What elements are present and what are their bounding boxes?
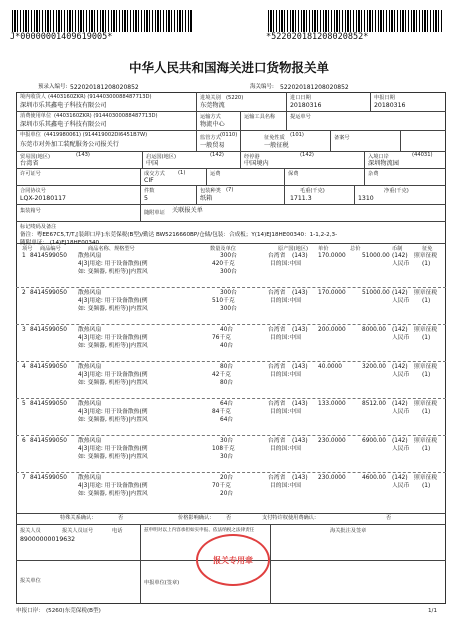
goods-cell-name: 散热风扇 <box>78 475 102 481</box>
goods-cell-q3: 300台 <box>220 269 237 275</box>
goods-cell-q2: 420千克 <box>212 261 235 267</box>
goods-cell-code: 8414599050 <box>30 253 67 259</box>
goods-cell-levy: 照章征税 <box>414 475 438 481</box>
goods-cell-levy-code: (1) <box>422 483 431 489</box>
goods-cell-levy-code: (1) <box>422 261 431 267</box>
license-label: 许可证号 <box>20 171 41 177</box>
gross-label: 毛重(千克) <box>300 188 325 194</box>
packages-label: 件数 <box>144 188 155 194</box>
goods-cell-spec2: 如: 变频器, 机柜等)|内置风 <box>78 269 148 275</box>
barcode-left <box>12 10 192 32</box>
royalty-label: 支付特许权使用费确认： <box>262 515 320 521</box>
goods-cell-q2: 70千克 <box>212 483 231 489</box>
remarks-line1: 备注：粤EE67C5,T/T,[装卸口岸]:东莞保税(B型)/勤达 BW5216660BP/仓储/包装：合成板；Y(14)EJ18HE00340：1-1,2-2,3- <box>20 232 338 238</box>
goods-cell-no: 7 <box>22 475 26 481</box>
goods-divider <box>16 398 446 399</box>
trade-country-code: (143) <box>76 152 90 158</box>
goods-cell-price: 170.0000 <box>318 253 346 259</box>
goods-divider <box>16 472 446 473</box>
goods-cell-levy: 照章征税 <box>414 253 438 259</box>
price-effect-value: 否 <box>226 515 232 521</box>
deal-code: (1) <box>178 170 186 176</box>
goods-cell-name: 散热风扇 <box>78 253 102 259</box>
declare-port-label: 申报口岸： <box>16 608 44 614</box>
goods-divider <box>16 287 446 288</box>
page-number: 1/1 <box>428 608 438 614</box>
goods-header-no: 项号 <box>22 246 33 252</box>
goods-cell-cur: 人民币 <box>392 446 410 452</box>
goods-cell-code: 8414599050 <box>30 327 67 333</box>
goods-cell-dest: 目的国:中国 <box>270 483 301 489</box>
goods-cell-cur-code: (142) <box>392 327 408 333</box>
goods-cell-spec2: 如: 变频器, 机柜等)|内置风 <box>78 306 148 312</box>
goods-cell-orig2: (143) <box>292 364 308 370</box>
goods-cell-cur: 人民币 <box>392 261 410 267</box>
goods-cell-code: 8414599050 <box>30 364 67 370</box>
goods-cell-no: 6 <box>22 438 26 444</box>
goods-cell-q3: 30台 <box>220 454 234 460</box>
goods-cell-q2: 76千克 <box>212 335 231 341</box>
goods-header-total: 总价 <box>350 246 361 252</box>
goods-cell-orig1: 台湾省 <box>268 401 286 407</box>
goods-cell-q1: 30台 <box>220 438 234 444</box>
record-label: 备案号 <box>334 135 350 141</box>
consignee-code: (4403160ZKR) (91440300088487713D) <box>48 94 152 100</box>
goods-cell-no: 5 <box>22 401 26 407</box>
remarks-line2: 随附单证： (14)EJ18HE00340 <box>20 240 100 246</box>
supervision: 一般贸易 <box>200 142 225 149</box>
levy-label: 征免性质 <box>264 135 285 141</box>
goods-cell-spec2: 如: 变频器, 机柜等)|内置风 <box>78 454 148 460</box>
deal-label: 成交方式 <box>144 171 165 177</box>
origin-country-code: (142) <box>210 152 224 158</box>
customs-no-label: 海关编号: <box>250 84 274 90</box>
consumer-name: 深圳市乐其鑫电子科技有限公司 <box>20 121 107 128</box>
import-date-label: 进口日期 <box>290 95 311 101</box>
pre-entry-label: 预录入编号: <box>38 84 68 90</box>
goods-cell-spec2: 如: 变频器, 机柜等)|内置风 <box>78 343 148 349</box>
goods-cell-price: 200.0000 <box>318 327 346 333</box>
goods-cell-name: 散热风扇 <box>78 364 102 370</box>
goods-cell-cur: 人民币 <box>392 409 410 415</box>
goods-cell-dest: 目的国:中国 <box>270 298 301 304</box>
goods-cell-q2: 84千克 <box>212 409 231 415</box>
transit-port: 中国境内 <box>244 160 269 167</box>
goods-cell-q3: 80台 <box>220 380 234 386</box>
customs-no: 522020181208020852 <box>280 84 349 91</box>
transit-port-code: (142) <box>300 152 314 158</box>
goods-cell-spec1: 4|3|用途: 用于设备散热(例 <box>78 298 148 304</box>
goods-cell-spec1: 4|3|用途: 用于设备散热(例 <box>78 372 148 378</box>
remarks-label: 标记唛码及备注 <box>20 224 57 230</box>
contract: LQX-20180117 <box>20 195 66 202</box>
goods-header-levy: 征免 <box>422 246 433 252</box>
entry-port: 深圳物流园 <box>368 160 399 167</box>
goods-cell-spec1: 4|3|用途: 用于设备散热(例 <box>78 409 148 415</box>
declare-date: 20180316 <box>374 102 406 109</box>
goods-cell-cur-code: (142) <box>392 401 408 407</box>
goods-divider <box>16 324 446 325</box>
transport-label: 运输方式 <box>200 114 221 120</box>
port-code: (5220) <box>226 95 244 101</box>
customs-stamp <box>196 534 270 586</box>
goods-cell-name: 散热风扇 <box>78 438 102 444</box>
goods-cell-total: 8512.00 <box>362 401 386 407</box>
import-date: 20180316 <box>290 102 322 109</box>
goods-cell-code: 8414599050 <box>30 401 67 407</box>
entry-port-code: (44031) <box>412 152 433 158</box>
goods-cell-spec2: 如: 变频器, 机柜等)|内置风 <box>78 491 148 497</box>
goods-cell-no: 3 <box>22 327 26 333</box>
barcode-right <box>268 10 444 32</box>
supervision-label: 监管方式 <box>200 135 221 141</box>
goods-cell-price: 170.0000 <box>318 290 346 296</box>
goods-cell-q1: 300台 <box>220 253 237 259</box>
goods-cell-q3: 40台 <box>220 343 234 349</box>
goods-cell-q1: 80台 <box>220 364 234 370</box>
goods-cell-dest: 目的国:中国 <box>270 335 301 341</box>
goods-cell-orig1: 台湾省 <box>268 290 286 296</box>
goods-cell-total: 4600.00 <box>362 475 386 481</box>
goods-cell-levy: 照章征税 <box>414 401 438 407</box>
goods-cell-cur-code: (142) <box>392 438 408 444</box>
consumer-label: 消费使用单位 <box>20 113 52 119</box>
statement: 兹申明对以上内容承担如实申报、依法纳税之法律责任 <box>144 528 255 533</box>
goods-header-origin: 原产国(地区) <box>278 246 308 252</box>
goods-cell-orig2: (143) <box>292 475 308 481</box>
goods-cell-no: 2 <box>22 290 26 296</box>
consignee-name: 深圳市乐其鑫电子科技有限公司 <box>20 102 107 109</box>
goods-cell-q1: 300台 <box>220 290 237 296</box>
goods-header-name: 商品名称、规格型号 <box>88 246 135 252</box>
goods-cell-levy-code: (1) <box>422 335 431 341</box>
goods-cell-total: 51000.00 <box>362 253 390 259</box>
gross-weight: 1711.3 <box>290 195 312 202</box>
phone-label: 电话 <box>112 528 123 534</box>
consumer-code: (4403160ZKR) (91440300088487713D) <box>54 113 158 119</box>
goods-cell-levy-code: (1) <box>422 409 431 415</box>
goods-cell-code: 8414599050 <box>30 438 67 444</box>
goods-cell-name: 散热风扇 <box>78 401 102 407</box>
price-effect-label: 价格影响确认： <box>178 515 215 521</box>
goods-cell-spec1: 4|3|用途: 用于设备散热(例 <box>78 483 148 489</box>
stamp-text: 报关专用章 <box>213 555 253 565</box>
net-weight: 1310 <box>358 195 374 202</box>
goods-cell-no: 1 <box>22 253 26 259</box>
goods-cell-orig1: 台湾省 <box>268 364 286 370</box>
goods-cell-q3: 300台 <box>220 306 237 312</box>
consignee-label: 境内收货人 <box>20 94 46 100</box>
goods-cell-cur-code: (142) <box>392 475 408 481</box>
goods-cell-total: 51000.00 <box>362 290 390 296</box>
goods-cell-cur-code: (142) <box>392 364 408 370</box>
goods-cell-orig2: (143) <box>292 401 308 407</box>
barcode-left-text: J*00000001409619005* <box>10 32 113 42</box>
container-label: 集装箱号 <box>20 208 41 214</box>
levy-code: (101) <box>290 132 304 138</box>
goods-cell-dest: 目的国:中国 <box>270 446 301 452</box>
goods-cell-cur: 人民币 <box>392 372 410 378</box>
origin-country: 中国 <box>146 160 159 167</box>
goods-cell-levy-code: (1) <box>422 446 431 452</box>
net-label: 净重(千克) <box>384 188 409 194</box>
goods-cell-cur: 人民币 <box>392 298 410 304</box>
goods-cell-orig1: 台湾省 <box>268 475 286 481</box>
goods-header-unit-price: 单价 <box>318 246 329 252</box>
goods-header-currency: 币制 <box>392 246 403 252</box>
seal-label: 申报单位(签章) <box>144 580 180 586</box>
goods-cell-q1: 20台 <box>220 475 234 481</box>
goods-cell-levy: 照章征税 <box>414 364 438 370</box>
packages: 5 <box>144 195 148 202</box>
goods-cell-name: 散热风扇 <box>78 290 102 296</box>
goods-cell-spec2: 如: 变频器, 机柜等)|内置风 <box>78 380 148 386</box>
insurance-label: 保费 <box>288 171 299 177</box>
agent-label: 申报单位 <box>20 132 41 138</box>
entry-port-label: 入境口岸 <box>368 154 389 160</box>
goods-cell-total: 6900.00 <box>362 438 386 444</box>
transport: 物流中心 <box>200 121 225 128</box>
cert-label: 报关人员证号 <box>62 528 94 534</box>
trade-country: 台湾省 <box>20 160 39 167</box>
origin-country-label: 启运国(地区) <box>146 154 176 160</box>
agent-code: (4419980061) (914419002DI6451B7W) <box>44 132 148 138</box>
special-relation-value: 否 <box>118 515 124 521</box>
goods-cell-q2: 108千克 <box>212 446 235 452</box>
goods-cell-code: 8414599050 <box>30 475 67 481</box>
pack-type: 纸箱 <box>200 195 213 202</box>
special-relation-label: 特殊关系确认： <box>60 515 97 521</box>
customs-note-label: 海关批注及签章 <box>330 528 367 534</box>
supervision-code: (0110) <box>220 132 238 138</box>
goods-cell-orig2: (143) <box>292 290 308 296</box>
goods-divider <box>16 435 446 436</box>
docs: 关联报关单 <box>172 207 203 214</box>
goods-cell-q3: 20台 <box>220 491 234 497</box>
goods-cell-total: 8000.00 <box>362 327 386 333</box>
goods-cell-cur-code: (142) <box>392 290 408 296</box>
bill-label: 提运单号 <box>290 114 311 120</box>
goods-cell-orig2: (143) <box>292 253 308 259</box>
goods-cell-name: 散热风扇 <box>78 327 102 333</box>
contract-label: 合同协议号 <box>20 188 46 194</box>
vehicle-label: 运输工具名称 <box>244 114 276 120</box>
goods-cell-price: 133.0000 <box>318 401 346 407</box>
goods-header-code: 商品编号 <box>40 246 61 252</box>
royalty-value: 否 <box>386 515 392 521</box>
declarer-label: 报关人员 <box>20 528 41 534</box>
goods-cell-cur: 人民币 <box>392 483 410 489</box>
deal: CIF <box>144 177 154 184</box>
goods-cell-no: 4 <box>22 364 26 370</box>
goods-cell-levy: 照章征税 <box>414 290 438 296</box>
agent-name: 东莞市对外加工装配服务公司报关行 <box>20 141 119 148</box>
goods-cell-orig1: 台湾省 <box>268 253 286 259</box>
transit-port-label: 经停港 <box>244 154 260 160</box>
pre-entry-no: 522020181208020852 <box>70 84 139 91</box>
page-title: 中华人民共和国海关进口货物报关单 <box>128 60 329 75</box>
port-name: 东莞物流 <box>200 102 225 109</box>
port-label: 进境关别 <box>200 95 221 101</box>
declarer-no: 89000000019632 <box>20 536 76 543</box>
agent-footer-label: 报关单位 <box>20 578 41 584</box>
goods-cell-q2: 42千克 <box>212 372 231 378</box>
goods-cell-code: 8414599050 <box>30 290 67 296</box>
goods-cell-levy-code: (1) <box>422 372 431 378</box>
goods-cell-orig1: 台湾省 <box>268 438 286 444</box>
goods-cell-q1: 64台 <box>220 401 234 407</box>
goods-cell-orig1: 台湾省 <box>268 327 286 333</box>
goods-cell-q2: 510千克 <box>212 298 235 304</box>
misc-label: 杂费 <box>368 171 379 177</box>
goods-cell-cur: 人民币 <box>392 335 410 341</box>
docs-label: 随附单证 <box>144 210 165 216</box>
goods-cell-q1: 40台 <box>220 327 234 333</box>
goods-cell-levy-code: (1) <box>422 298 431 304</box>
goods-cell-orig2: (143) <box>292 438 308 444</box>
freight-label: 运费 <box>210 171 221 177</box>
goods-cell-levy: 照章征税 <box>414 327 438 333</box>
goods-header-qty: 数量及单位 <box>210 246 236 252</box>
declare-port: (5260)东莞保税(B型) <box>46 608 101 614</box>
goods-cell-q3: 64台 <box>220 417 234 423</box>
goods-cell-price: 230.0000 <box>318 438 346 444</box>
levy-nature: 一般征税 <box>264 142 289 149</box>
goods-cell-spec1: 4|3|用途: 用于设备散热(例 <box>78 335 148 341</box>
goods-cell-spec2: 如: 变频器, 机柜等)|内置风 <box>78 417 148 423</box>
goods-cell-levy: 照章征税 <box>414 438 438 444</box>
trade-country-label: 贸易国(地区) <box>20 154 50 160</box>
goods-cell-dest: 目的国:中国 <box>270 372 301 378</box>
barcode-right-text: *522020181208020852* <box>266 32 369 42</box>
goods-divider <box>16 361 446 362</box>
goods-cell-dest: 目的国:中国 <box>270 409 301 415</box>
goods-cell-price: 40.0000 <box>318 364 342 370</box>
goods-cell-cur-code: (142) <box>392 253 408 259</box>
pack-type-code: (7) <box>226 187 234 193</box>
goods-cell-spec1: 4|3|用途: 用于设备散热(例 <box>78 446 148 452</box>
pack-type-label: 包装种类 <box>200 188 221 194</box>
declare-date-label: 申报日期 <box>374 95 395 101</box>
goods-cell-orig2: (143) <box>292 327 308 333</box>
goods-cell-spec1: 4|3|用途: 用于设备散热(例 <box>78 261 148 267</box>
goods-cell-total: 3200.00 <box>362 364 386 370</box>
goods-cell-dest: 目的国:中国 <box>270 261 301 267</box>
goods-cell-price: 230.0000 <box>318 475 346 481</box>
